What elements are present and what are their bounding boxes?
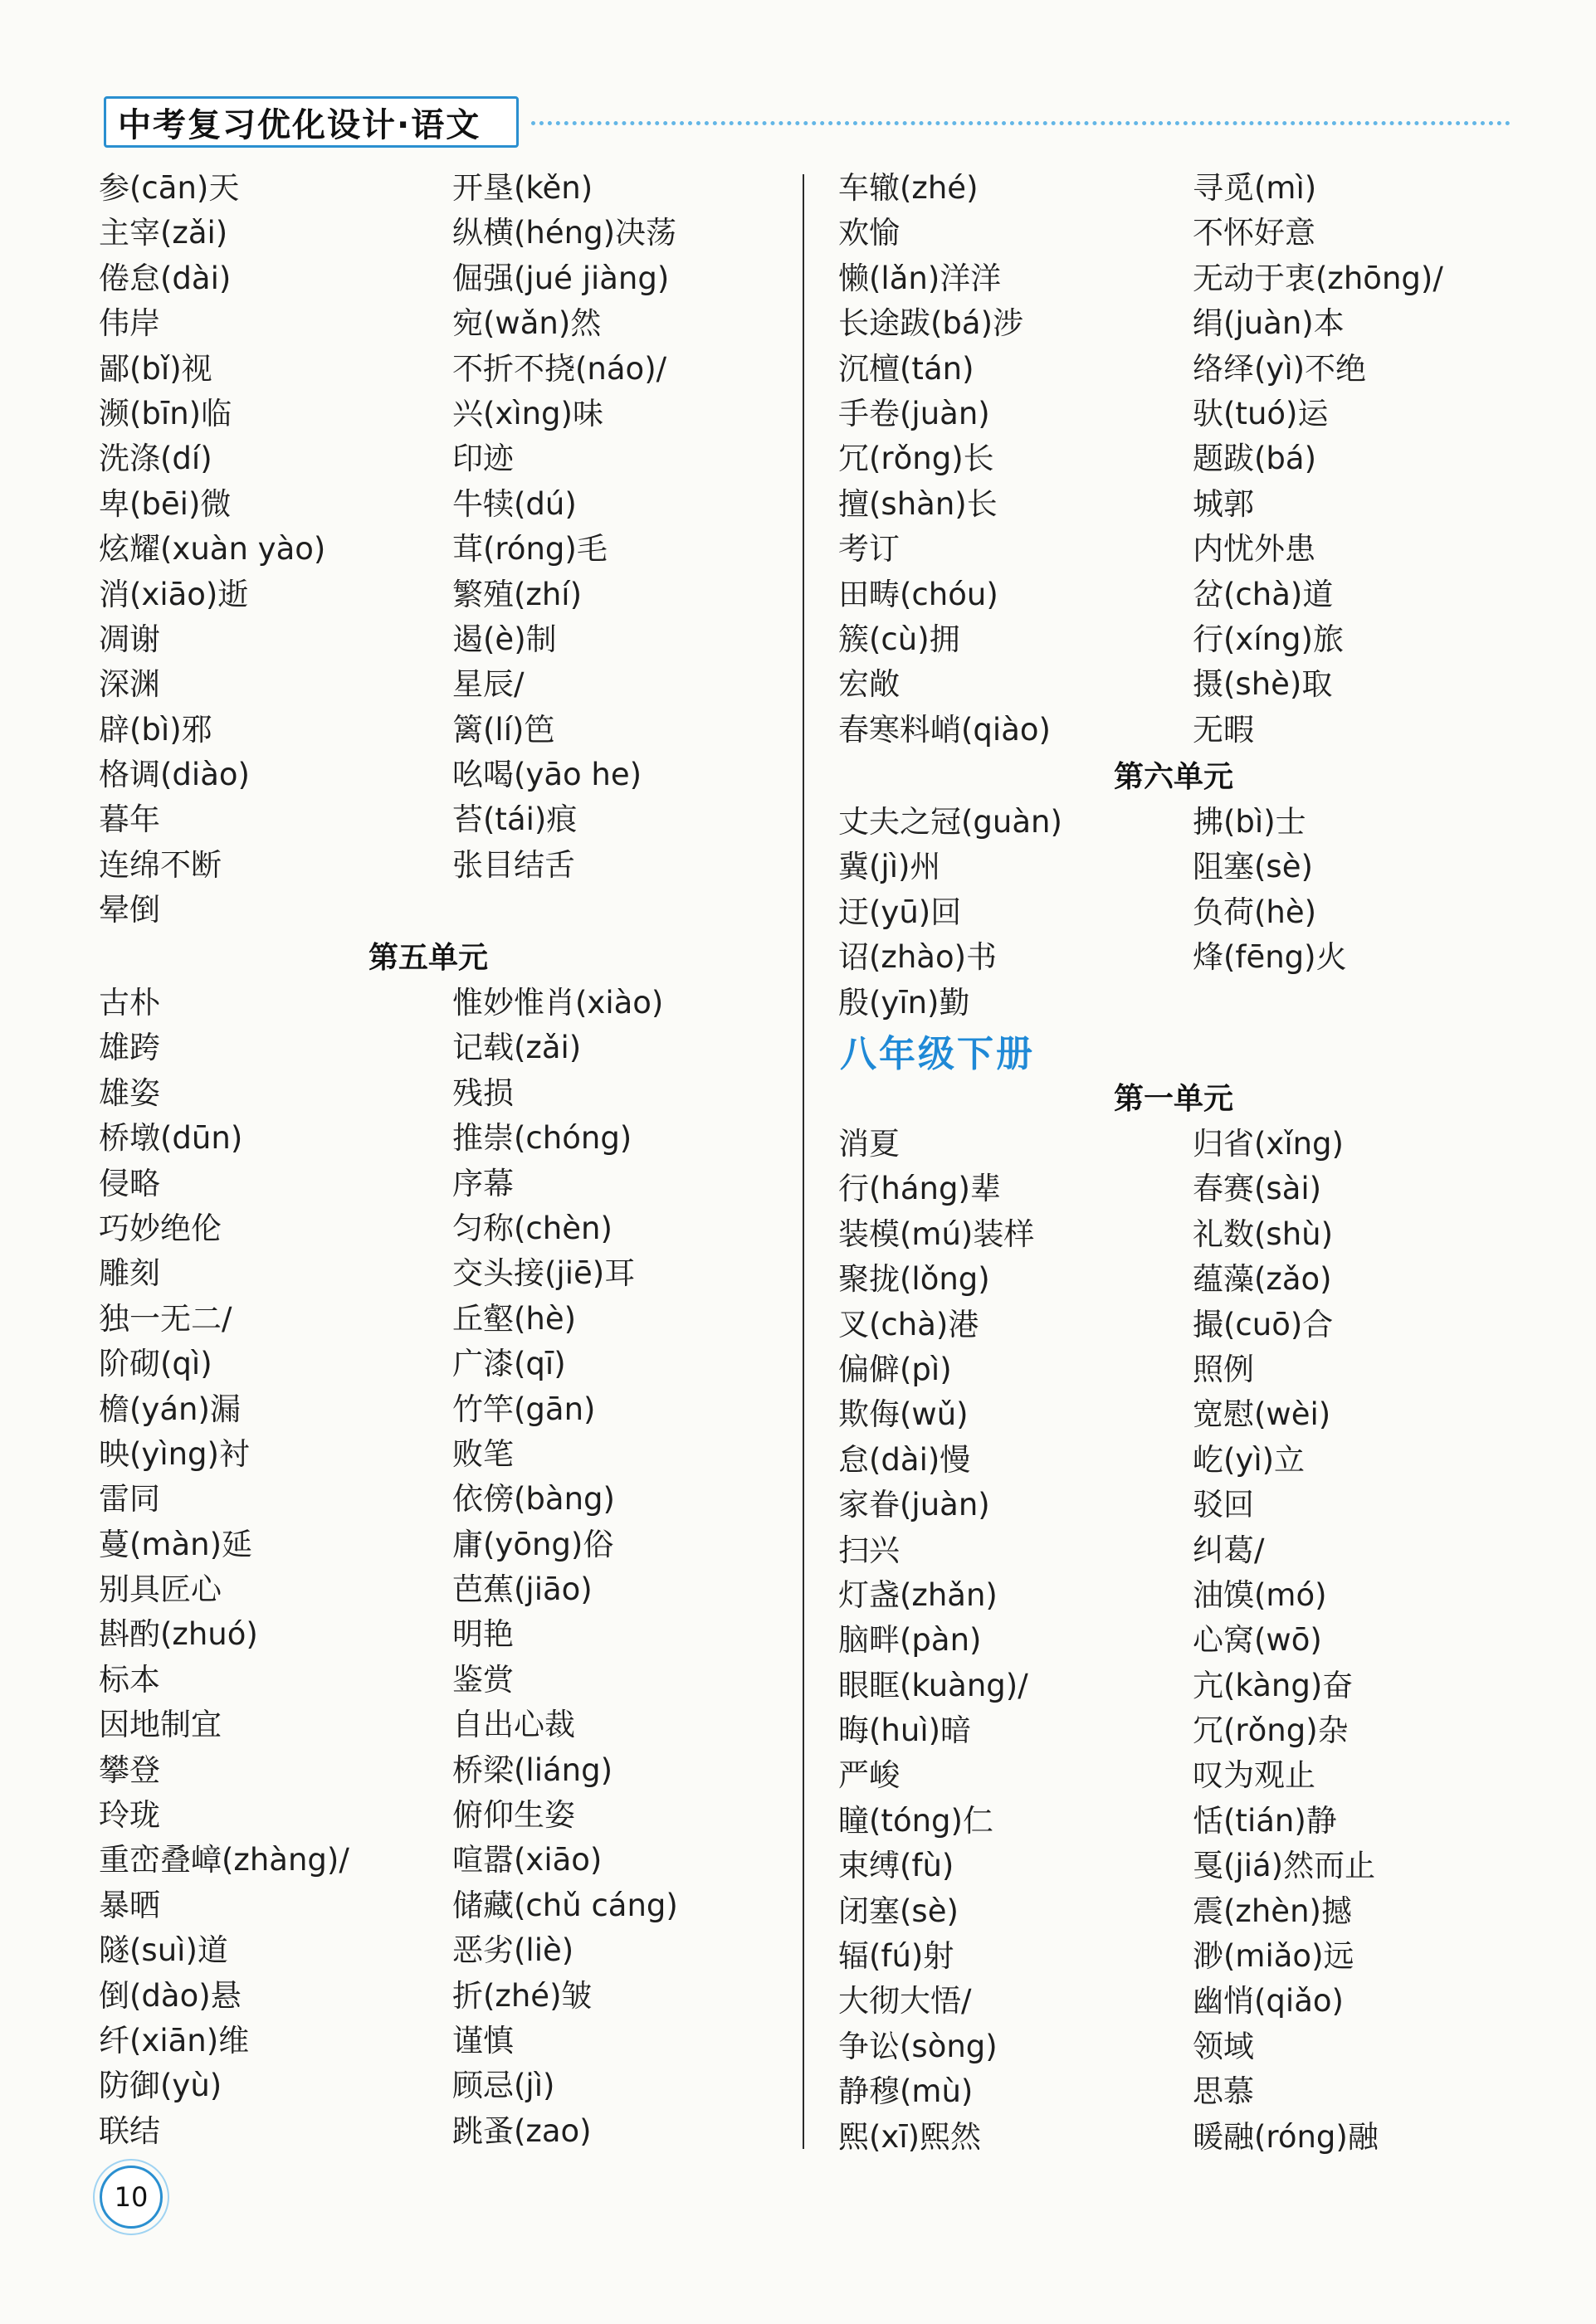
vocab-entry: 脑畔(pàn) [838, 1622, 982, 1659]
vocab-entry: 连绵不断 [99, 846, 222, 883]
vocab-entry: 雄跨 [99, 1030, 160, 1066]
word-list-col1 [99, 166, 447, 933]
vocab-entry: 无动于衷(zhōng)/ [1193, 260, 1443, 296]
vocab-entry: 擅(shàn)长 [838, 485, 998, 522]
vocab-entry: 车辙(zhé) [838, 170, 979, 206]
vocab-entry: 纵横(héng)决荡 [452, 215, 677, 251]
vocab-entry: 争讼(sòng) [838, 2028, 998, 2064]
vocab-entry: 怠(dài)慢 [838, 1441, 971, 1478]
vocab-entry: 跳蚤(zao) [452, 2112, 592, 2149]
vocab-entry: 冗(rǒng)杂 [1193, 1713, 1349, 1749]
word-list-col2 [452, 166, 801, 888]
vocab-entry: 隧(suì)道 [99, 1932, 228, 1969]
section-heading-unit6: 第六单元 [1114, 760, 1234, 794]
vocab-entry: 油馍(mó) [1193, 1576, 1327, 1613]
vocab-entry: 竹竿(gān) [452, 1391, 596, 1427]
vocab-entry: 联结 [99, 2112, 160, 2149]
vocab-entry: 印迹 [452, 441, 514, 477]
header-dotted-rule [531, 121, 1511, 125]
vocab-entry: 牛犊(dú) [452, 485, 577, 522]
vocab-entry: 攀登 [99, 1752, 160, 1788]
vocab-entry: 推崇(chóng) [452, 1120, 632, 1157]
vocab-entry: 记载(zǎi) [452, 1030, 582, 1066]
vocab-entry: 阻塞(sè) [1193, 849, 1313, 885]
vocab-entry: 行(háng)辈 [838, 1171, 1001, 1207]
vocab-entry: 参(cān)天 [99, 170, 240, 206]
vocab-entry: 渺(miǎo)远 [1193, 1938, 1354, 1975]
vocab-entry: 斟酌(zhuó) [99, 1616, 258, 1653]
vocab-entry: 因地制宜 [99, 1707, 222, 1743]
vocab-entry: 古朴 [99, 985, 160, 1021]
vocab-entry: 主宰(zǎi) [99, 215, 228, 251]
vocab-entry: 叉(chà)港 [838, 1306, 979, 1342]
vocab-entry: 纠葛/ [1193, 1532, 1265, 1568]
vocab-entry: 桥墩(dūn) [99, 1120, 243, 1157]
vocab-entry: 洗涤(dí) [99, 441, 212, 477]
vocab-entry: 熙(xī)熙然 [838, 2118, 982, 2155]
vocab-entry: 蔓(màn)延 [99, 1526, 253, 1562]
vocab-entry: 宏敞 [838, 666, 900, 703]
vocab-entry: 倔强(jué jiàng) [452, 260, 670, 296]
vocab-entry: 装模(mú)装样 [838, 1216, 1035, 1252]
vocab-entry: 辐(fú)射 [838, 1938, 954, 1975]
word-list-col3b [838, 800, 1187, 1026]
vocab-entry: 濒(bīn)临 [99, 395, 232, 431]
vocab-entry: 内忧外患 [1193, 531, 1315, 568]
vocab-entry: 重峦叠嶂(zhàng)/ [99, 1842, 349, 1878]
vocab-entry: 长途跋(bá)涉 [838, 305, 1024, 342]
vocab-entry: 驮(tuó)运 [1193, 395, 1329, 431]
vocab-entry: 巧妙绝伦 [99, 1210, 222, 1246]
vocab-entry: 眼眶(kuàng)/ [838, 1667, 1028, 1703]
header-title: 中考复习优化设计·语文 [118, 105, 481, 144]
vocab-entry: 谨慎 [452, 2022, 514, 2058]
vocab-entry: 田畴(chóu) [838, 576, 998, 612]
vocab-entry: 玲珑 [99, 1797, 160, 1834]
vocab-entry: 星辰/ [452, 666, 525, 703]
vocab-entry: 檐(yán)漏 [99, 1391, 241, 1427]
vocab-entry: 独一无二/ [99, 1300, 232, 1337]
vocab-entry: 暴晒 [99, 1887, 160, 1923]
vocab-entry: 明艳 [452, 1616, 514, 1653]
vocab-entry: 驳回 [1193, 1487, 1254, 1523]
vocab-entry: 纤(xiān)维 [99, 2022, 250, 2058]
vocab-entry: 行(xíng)旅 [1193, 621, 1344, 657]
vocab-entry: 撮(cuō)合 [1193, 1306, 1334, 1342]
vocab-entry: 暮年 [99, 801, 160, 838]
vocab-entry: 不怀好意 [1193, 215, 1315, 251]
vocab-entry: 惟妙惟肖(xiào) [452, 985, 664, 1021]
vocab-entry: 手卷(juàn) [838, 395, 990, 431]
vocab-entry: 严峻 [838, 1757, 900, 1794]
word-list-col2b [452, 981, 801, 2154]
vocab-entry: 领域 [1193, 2028, 1254, 2064]
word-list-col4c [1193, 1122, 1574, 2160]
vocab-entry: 兴(xìng)味 [452, 395, 603, 431]
vocab-entry: 亢(kàng)奋 [1193, 1667, 1354, 1703]
vocab-entry: 诏(zhào)书 [838, 939, 998, 976]
vocab-entry: 灯盏(zhǎn) [838, 1576, 998, 1613]
vocab-entry: 烽(fēng)火 [1193, 939, 1347, 976]
vocab-entry: 序幕 [452, 1165, 514, 1201]
vocab-entry: 摄(shè)取 [1193, 666, 1333, 703]
vocab-entry: 恬(tián)静 [1193, 1802, 1337, 1839]
vocab-entry: 辟(bì)邪 [99, 711, 212, 748]
vocab-entry: 倒(dào)悬 [99, 1977, 242, 2014]
vocab-entry: 晕倒 [99, 892, 160, 928]
vocab-entry: 无暇 [1193, 711, 1254, 748]
vocab-entry: 繁殖(zhí) [452, 576, 583, 612]
vocab-entry: 炫耀(xuàn yào) [99, 531, 326, 568]
vocab-entry: 家眷(juàn) [838, 1487, 990, 1523]
vocab-entry: 喧嚣(xiāo) [452, 1842, 603, 1878]
vocab-entry: 春寒料峭(qiào) [838, 711, 1051, 748]
vocab-entry: 宽慰(wèi) [1193, 1396, 1331, 1433]
vocab-entry: 鉴赏 [452, 1661, 514, 1698]
vocab-entry: 岔(chà)道 [1193, 576, 1334, 612]
vocab-entry: 伟岸 [99, 305, 160, 342]
vocab-entry: 心窝(wō) [1193, 1622, 1322, 1659]
vocab-entry: 依傍(bàng) [452, 1481, 615, 1518]
vocab-entry: 不折不挠(náo)/ [452, 350, 667, 387]
vocab-entry: 瞳(tóng)仁 [838, 1802, 993, 1839]
vocab-entry: 静穆(mù) [838, 2073, 974, 2110]
vocab-entry: 殷(yīn)勤 [838, 984, 970, 1021]
vocab-entry: 自出心裁 [452, 1707, 575, 1743]
vocab-entry: 俯仰生姿 [452, 1797, 575, 1834]
vocab-entry: 消(xiāo)逝 [99, 576, 249, 612]
vocab-entry: 幽悄(qiǎo) [1193, 1983, 1344, 2019]
vocab-entry: 恶劣(liè) [452, 1932, 574, 1969]
vocab-entry: 雕刻 [99, 1255, 160, 1292]
vocab-entry: 闭塞(sè) [838, 1893, 959, 1929]
header-title-box [104, 96, 519, 148]
vocab-entry: 张目结舌 [452, 846, 575, 883]
vocab-entry: 迂(yū)回 [838, 894, 962, 930]
vocab-entry: 残损 [452, 1074, 514, 1111]
word-list-col4 [1193, 166, 1574, 753]
vocab-entry: 侵略 [99, 1165, 160, 1201]
vocab-entry: 归省(xǐng) [1193, 1126, 1344, 1162]
vocab-entry: 城郭 [1193, 485, 1254, 522]
vocab-entry: 屹(yì)立 [1193, 1441, 1306, 1478]
vocab-entry: 茸(róng)毛 [452, 531, 608, 568]
vocab-entry: 冀(jì)州 [838, 849, 941, 885]
vocab-entry: 大彻大悟/ [838, 1983, 972, 2019]
vocab-entry: 折(zhé)皱 [452, 1977, 593, 2014]
vocab-entry: 戛(jiá)然而止 [1193, 1848, 1376, 1884]
vocab-entry: 簇(cù)拥 [838, 621, 960, 657]
vocab-entry: 卑(bēi)微 [99, 485, 232, 522]
vocab-entry: 篱(lí)笆 [452, 711, 555, 748]
vocab-entry: 交头接(jiē)耳 [452, 1255, 636, 1292]
vocab-entry: 礼数(shù) [1193, 1216, 1334, 1252]
vocab-entry: 寻觅(mì) [1193, 170, 1317, 206]
vocab-entry: 匀称(chèn) [452, 1210, 613, 1246]
vocab-entry: 叹为观止 [1193, 1757, 1315, 1794]
vocab-entry: 思慕 [1193, 2073, 1254, 2110]
vocab-entry: 拂(bì)士 [1193, 804, 1306, 840]
vocab-entry: 络绎(yì)不绝 [1193, 350, 1367, 387]
page-number: 10 [100, 2166, 163, 2229]
vocab-entry: 芭蕉(jiāo) [452, 1571, 593, 1608]
vocab-entry: 晦(huì)暗 [838, 1713, 972, 1749]
vocab-entry: 储藏(chǔ cáng) [452, 1887, 678, 1923]
vocab-entry: 庸(yōng)俗 [452, 1526, 614, 1562]
vocab-entry: 丘壑(hè) [452, 1300, 577, 1337]
vocab-entry: 顾忌(jì) [452, 2068, 555, 2104]
grade-heading: 八年级下册 [840, 1033, 1035, 1075]
vocab-entry: 震(zhèn)撼 [1193, 1893, 1352, 1929]
vocab-entry: 考订 [838, 531, 900, 568]
vocab-entry: 败笔 [452, 1435, 514, 1472]
vocab-entry: 防御(yù) [99, 2068, 222, 2104]
vocab-entry: 懒(lǎn)洋洋 [838, 260, 1002, 296]
vocab-entry: 苔(tái)痕 [452, 801, 578, 838]
vocab-entry: 消夏 [838, 1126, 900, 1162]
vocab-entry: 凋谢 [99, 621, 160, 657]
vocab-entry: 丈夫之冠(guàn) [838, 804, 1062, 840]
vocab-entry: 吆喝(yāo he) [452, 757, 642, 793]
vocab-entry: 映(yìng)衬 [99, 1435, 250, 1472]
section-heading-unit5: 第五单元 [368, 941, 489, 975]
vocab-entry: 冗(rǒng)长 [838, 441, 994, 477]
vocab-entry: 别具匠心 [99, 1571, 222, 1608]
vocab-entry: 格调(diào) [99, 757, 250, 793]
vocab-entry: 春赛(sài) [1193, 1171, 1322, 1207]
vocab-entry: 扫兴 [838, 1532, 900, 1568]
vocab-entry: 题跋(bá) [1193, 441, 1317, 477]
vocab-entry: 广漆(qī) [452, 1346, 566, 1382]
vocab-entry: 偏僻(pì) [838, 1351, 952, 1387]
vocab-entry: 遏(è)制 [452, 621, 557, 657]
vocab-entry: 绢(juàn)本 [1193, 305, 1345, 342]
word-list-col3 [838, 166, 1187, 753]
vocab-entry: 倦怠(dài) [99, 260, 232, 296]
vocab-entry: 桥梁(liáng) [452, 1752, 613, 1788]
vocab-entry: 欺侮(wǔ) [838, 1396, 969, 1433]
word-list-col1b [99, 981, 447, 2154]
vocab-entry: 阶砌(qì) [99, 1346, 212, 1382]
vocab-entry: 宛(wǎn)然 [452, 305, 602, 342]
vocab-entry: 标本 [99, 1661, 160, 1698]
vocab-entry: 欢愉 [838, 215, 900, 251]
vocab-entry: 沉檀(tán) [838, 350, 974, 387]
vocab-entry: 雷同 [99, 1481, 160, 1518]
word-list-col3c [838, 1122, 1187, 2160]
vocab-entry: 深渊 [99, 666, 160, 703]
vocab-entry: 聚拢(lǒng) [838, 1261, 990, 1298]
vocab-entry: 雄姿 [99, 1074, 160, 1111]
vocab-entry: 束缚(fù) [838, 1848, 954, 1884]
vocab-entry: 蕴藻(zǎo) [1193, 1261, 1332, 1298]
vocab-entry: 开垦(kěn) [452, 170, 593, 206]
column-divider [803, 174, 804, 2149]
word-list-col4b [1193, 800, 1574, 981]
vocab-entry: 鄙(bǐ)视 [99, 350, 212, 387]
vocab-entry: 照例 [1193, 1351, 1254, 1387]
vocab-entry: 暖融(róng)融 [1193, 2118, 1379, 2155]
section-heading-unit1: 第一单元 [1114, 1082, 1234, 1116]
vocab-entry: 负荷(hè) [1193, 894, 1317, 930]
